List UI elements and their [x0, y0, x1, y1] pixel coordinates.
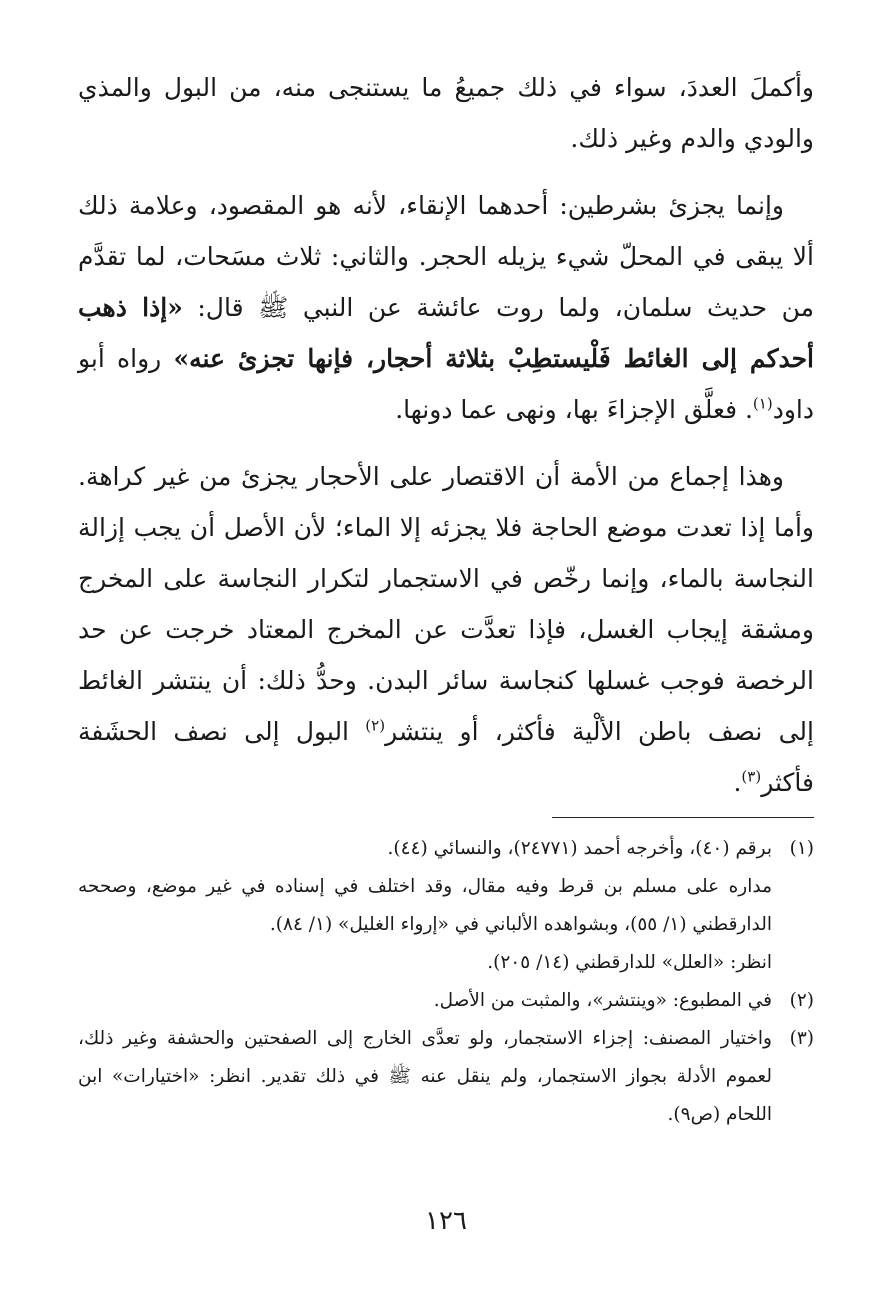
paragraph-3	[78, 451, 814, 808]
paragraph-2-citation: رواه أبو داود	[78, 344, 814, 424]
paragraph-3-end: .	[733, 768, 742, 797]
footnote-ref-3[interactable]: (٣)	[741, 767, 762, 786]
paragraph-2-tail: . فعلَّق الإجزاءَ بها، ونهى عما دونها.	[395, 395, 753, 424]
footnote-number: (٢)	[789, 990, 814, 1011]
footnote-number: (١)	[789, 838, 814, 859]
footnote-body	[78, 830, 772, 982]
footnote-line: مداره على مسلم بن قرط وفيه مقال، وقد اختلف في إسناده في غير موضع، وصححه الدارقطني (١/ ٥٥)، وبشواهده الألباني في «إرواء الغليل» (١/ ٨٤).	[78, 876, 772, 935]
main-text	[78, 62, 814, 824]
footnote-line: واختيار المصنف: إجزاء الاستجمار، ولو تعدَّى الخارج إلى الصفحتين والحشفة وغير ذلك، لعموم الأدلة بجواز الاستجمار، ولم ينقل عنه ﷺ في ذلك تقدير. انظر: «اختيارات» ابن اللحام (ص٩).	[78, 1028, 772, 1125]
paragraph-1: وأكملَ العددَ، سواء في ذلك جميعُ ما يستنجى منه، من البول والمذي والودي والدم وغير ذلك.	[78, 73, 814, 153]
footnote-divider	[552, 817, 814, 818]
page-number: ١٢٦	[425, 1206, 467, 1236]
hadith-quote: «إذا ذهب أحدكم إلى الغائط فَلْيستطِبْ بثلاثة أحجار، فإنها تجزئ عنه»	[78, 293, 814, 373]
footnote-line: برقم (٤٠)، وأخرجه أحمد (٢٤٧٧١)، والنسائي (٤٤).	[387, 838, 772, 859]
footnote-line: في المطبوع: «وينتشر»، والمثبت من الأصل.	[433, 990, 772, 1011]
footnote-body	[78, 982, 772, 1020]
footnote-line: انظر: «العلل» للدارقطني (١٤/ ٢٠٥).	[487, 952, 772, 973]
paragraph-3-text-b: البول إلى نصف الحشَفة فأكثر	[78, 717, 814, 797]
footnote-ref-1[interactable]: (١)	[752, 394, 773, 413]
footnote-3	[78, 1020, 814, 1134]
paragraph-3-text: وهذا إجماع من الأمة أن الاقتصار على الأحجار يجزئ من غير كراهة. وأما إذا تعدت موضع الحاجة فلا يجزئه إلا الماء؛ لأن الأصل أن يجب إزالة النجاسة بالماء، وإنما رخّص في الاستجمار لتكرار النجاسة على المخرج ومشقة إيجاب الغسل، فإذا تعدَّت عن المخرج المعتاد خرجت عن حد الرخصة فوجب غسلها كنجاسة سائر البدن. وحدُّ ذلك: أن ينتشر الغائط إلى نصف باطن الألْية فأكثر، أو ينتشر	[78, 462, 814, 746]
footnote-2	[78, 982, 814, 1020]
footnote-number: (٣)	[789, 1028, 814, 1049]
footnote-1	[78, 830, 814, 982]
footnote-body	[78, 1020, 772, 1134]
footnotes	[78, 830, 814, 1134]
paragraph-2-text: وإنما يجزئ بشرطين: أحدهما الإنقاء، لأنه هو المقصود، وعلامة ذلك ألا يبقى في المحلّ شيء يزيله الحجر. والثاني: ثلاث مسَحات، لما تقدَّم من حديث سلمان، ولما روت عائشة عن النبي ﷺ قال:	[78, 191, 815, 322]
footnote-ref-2[interactable]: (٢)	[365, 716, 386, 735]
paragraph-2	[78, 180, 814, 435]
